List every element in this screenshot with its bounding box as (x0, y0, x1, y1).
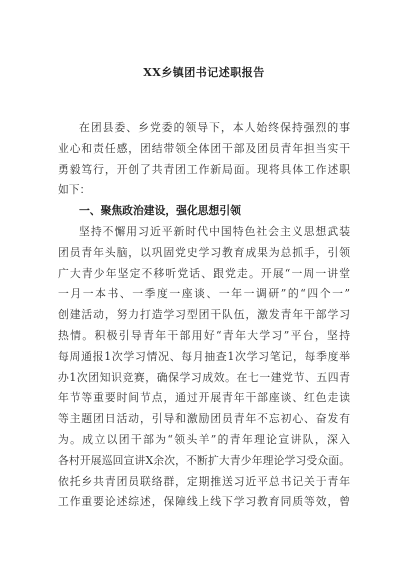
intro-paragraph (58, 118, 350, 201)
section-paragraph (58, 222, 350, 513)
text-line: 热情。积极引导青年干部用好“青年大学习”平台，坚持 (58, 328, 350, 342)
text-line: 工作重要论述综述，保障线上线下学习教育同质等效，曾 (58, 495, 350, 509)
document-body (58, 118, 350, 513)
text-line: 勇毅笃行，开创了共青团工作新局面。现将具体工作述职 (58, 162, 350, 176)
text-line: 为。成立以团干部为“领头羊”的青年理论宣讲队，深入 (58, 432, 350, 446)
text-line: 每周通报1次学习情况、每月抽查1次学习笔记，每季度举 (58, 349, 350, 363)
document-title: XX乡镇团书记述职报告 (143, 66, 265, 79)
text-line: 广大青少年坚定不移听党话、跟党走。开展“一周一讲堂 (58, 266, 350, 280)
text-line: 办1次团知识竞赛，确保学习成效。在七一建党节、五四青 (58, 370, 350, 384)
text-line: 业心和责任感，团结带领全体团干部及团员青年担当实干 (58, 141, 350, 155)
text-line: 依托乡共青团员联络群，定期推送习近平总书记关于青年 (58, 474, 350, 488)
section-heading: 一、聚焦政治建设，强化思想引领 (79, 204, 241, 218)
text-line: 等主题团日活动，引导和激励团员青年不忘初心、奋发有 (58, 412, 350, 426)
text-line: 一月一本书、一季度一座谈、一年一调研”的“四个一” (58, 287, 350, 301)
text-line: 年节等重要时间节点，通过开展青年干部座谈、红色走读 (58, 391, 350, 405)
text-line: 坚持不懈用习近平新时代中国特色社会主义思想武装 (79, 224, 350, 238)
text-line: 创建活动，努力打造学习型团干队伍，激发青年干部学习 (58, 308, 350, 322)
text-line: 在团县委、乡党委的领导下，本人始终保持强烈的事 (79, 121, 350, 134)
text-line: 如下： (58, 183, 91, 197)
text-line: 团员青年头脑，以巩固党史学习教育成果为总抓手，引领 (58, 245, 350, 259)
text-line: 各村开展巡回宣讲X余次，不断扩大青少年理论学习受众面。 (58, 453, 350, 467)
